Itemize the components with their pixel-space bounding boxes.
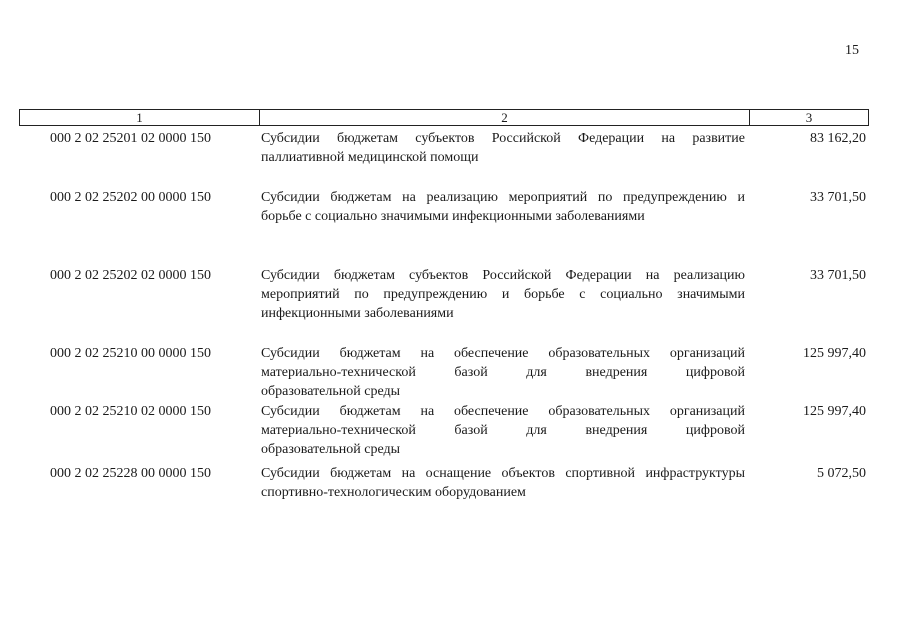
- amount: 125 997,40: [803, 404, 866, 419]
- amount: 33 701,50: [810, 190, 866, 205]
- budget-code: 000 2 02 25228 00 0000 150: [50, 466, 211, 481]
- description-line: материально-технической базой для внедрения цифровой: [261, 365, 745, 380]
- description-line: Субсидии бюджетам субъектов Российской Федерации на развитие: [261, 131, 745, 146]
- column-header-2: 2: [259, 109, 750, 126]
- amount: 125 997,40: [803, 346, 866, 361]
- budget-code: 000 2 02 25210 02 0000 150: [50, 404, 211, 419]
- budget-code: 000 2 02 25202 02 0000 150: [50, 268, 211, 283]
- column-header-3: 3: [749, 109, 869, 126]
- description-line: Субсидии бюджетам на обеспечение образовательных организаций: [261, 404, 745, 419]
- row-description: [261, 266, 745, 323]
- row-description: [261, 464, 745, 502]
- row-description: [261, 188, 745, 226]
- description-line: материально-технической базой для внедрения цифровой: [261, 423, 745, 438]
- description-line: образовательной среды: [261, 384, 401, 399]
- column-header-1: 1: [19, 109, 260, 126]
- page-number: 15: [845, 43, 859, 58]
- description-line: спортивно-технологическим оборудованием: [261, 485, 526, 500]
- row-description: [261, 129, 745, 167]
- amount: 5 072,50: [817, 466, 866, 481]
- description-line: Субсидии бюджетам субъектов Российской Федерации на реализацию: [261, 268, 745, 283]
- description-line: Субсидии бюджетам на реализацию мероприятий по предупреждению и: [261, 190, 745, 205]
- description-line: инфекционными заболеваниями: [261, 306, 454, 321]
- budget-code: 000 2 02 25210 00 0000 150: [50, 346, 211, 361]
- row-description: [261, 344, 745, 401]
- description-line: борьбе с социально значимыми инфекционными заболеваниями: [261, 209, 645, 224]
- row-description: [261, 402, 745, 459]
- description-line: паллиативной медицинской помощи: [261, 150, 479, 165]
- amount: 33 701,50: [810, 268, 866, 283]
- description-line: Субсидии бюджетам на оснащение объектов спортивной инфраструктуры: [261, 466, 745, 481]
- amount: 83 162,20: [810, 131, 866, 146]
- description-line: образовательной среды: [261, 442, 401, 457]
- budget-code: 000 2 02 25202 00 0000 150: [50, 190, 211, 205]
- description-line: Субсидии бюджетам на обеспечение образовательных организаций: [261, 346, 745, 361]
- description-line: мероприятий по предупреждению и борьбе с социально значимыми: [261, 287, 745, 302]
- budget-code: 000 2 02 25201 02 0000 150: [50, 131, 211, 146]
